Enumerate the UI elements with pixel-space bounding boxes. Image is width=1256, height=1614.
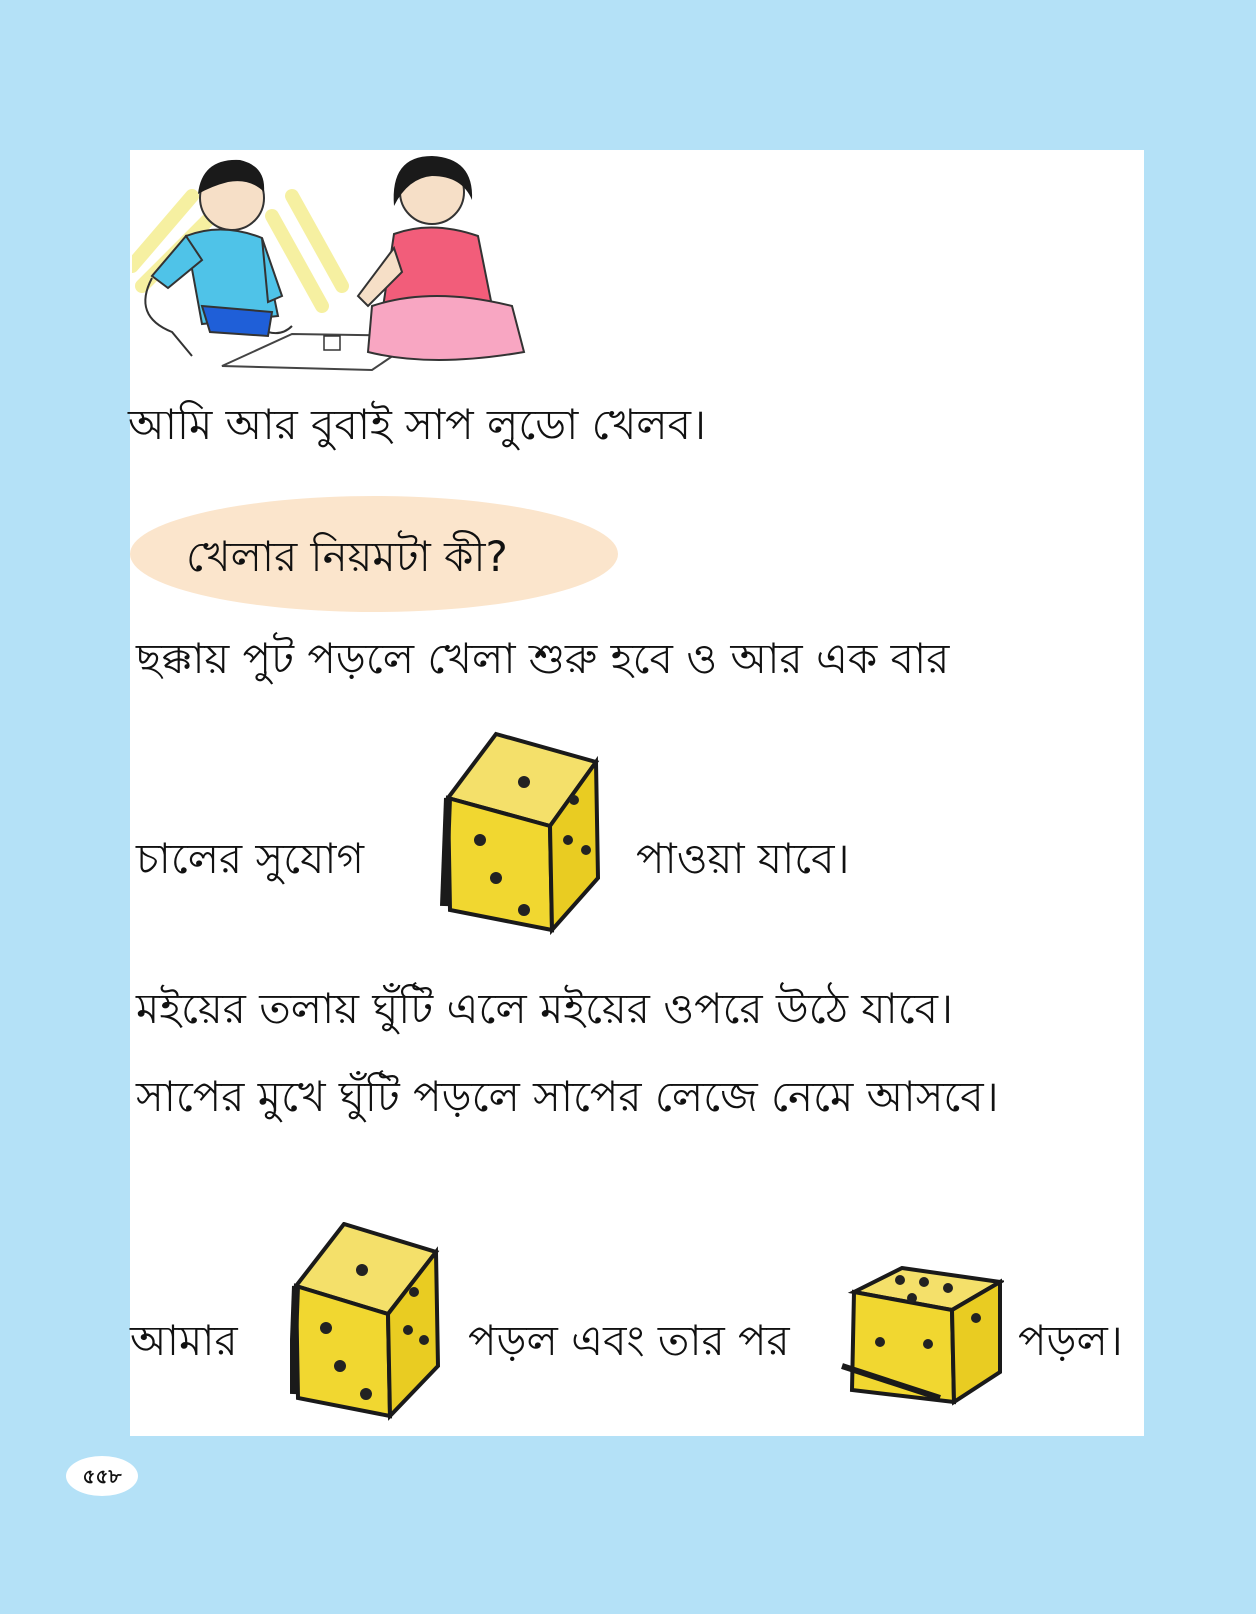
rule-line-ladder: মইয়ের তলায় ঘুঁটি এলে মইয়ের ওপরে উঠে যাবে। <box>136 984 954 1033</box>
rule-line-extra-turn-b: পাওয়া যাবে। <box>636 834 850 883</box>
rule-line-extra-turn-a: চালের সুযোগ <box>136 834 364 883</box>
page-number: ৫৫৮ <box>66 1456 138 1496</box>
rule-line-snake: সাপের মুখে ঘুঁটি পড়লে সাপের লেজে নেমে আসবে। <box>136 1072 999 1121</box>
rule-line-six: ছক্কায় পুট পড়লে খেলা শুরু হবে ও আর এক বার <box>136 634 950 683</box>
die-four-icon <box>840 1266 1004 1406</box>
roll-sentence-b: পড়ল এবং তার পর <box>468 1316 790 1365</box>
intro-sentence: আমি আর বুবাই সাপ লুডো খেলব। <box>128 400 706 449</box>
roll-sentence-a: আমার <box>130 1316 238 1365</box>
die-six-icon-2 <box>290 1222 440 1422</box>
die-six-icon <box>440 730 600 940</box>
roll-sentence-c: পড়ল। <box>1018 1316 1123 1365</box>
rule-question: খেলার নিয়মটা কী? <box>186 532 508 581</box>
children-playing-illustration <box>132 156 542 388</box>
